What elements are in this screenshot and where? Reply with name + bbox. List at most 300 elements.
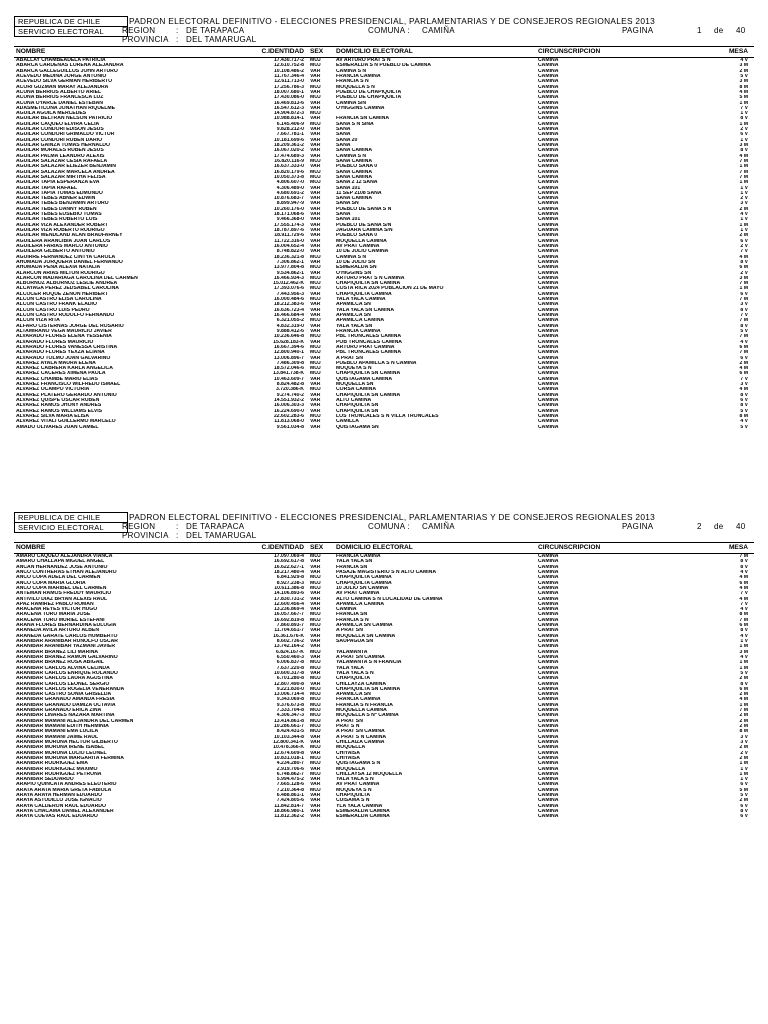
voter-address: CHAPIQUILTA [336,793,371,799]
voter-name: ARAYA CALDERON RAUL EDUARDO [16,803,106,809]
voter-id: 17.393.076-6 [273,286,304,292]
voter-circunscripcion: CAMIÑA [538,63,559,69]
voter-id: 9.274.740-2 [276,392,304,398]
voter-sex: MUJ [310,660,321,666]
voter-address: SAÑA 101 [336,217,361,223]
organization-country: REPUBLICA DE CHILE [18,513,101,522]
voter-sex: VAR [310,233,321,239]
voter-name: ACEVEDO SILVA GERMAN HERIBERTO [16,79,113,85]
voter-sex: VAR [310,307,321,313]
voter-circunscripcion: CAMIÑA [538,591,559,597]
voter-circunscripcion: CAMIÑA [538,697,559,703]
voter-id: 7.486.309-8 [276,360,304,366]
voter-address: FRANCIA CAMIÑA [336,697,381,703]
voter-mesa: 4 M [739,387,748,393]
voter-sex: VAR [310,739,321,745]
voter-address: FRANCIA SN [336,564,368,570]
comuna-label: COMUNA : [368,26,410,35]
voter-id: 10.260.176-0 [273,206,304,212]
voter-name: ALVAREZ CABRERA KARLA ANGELICA [16,366,113,372]
voter-id: 11.812.362-2 [274,814,304,820]
voter-circunscripcion: CAMIÑA [538,212,559,218]
voter-sex: MUJ [310,580,321,586]
voter-id: 6.321.055-2 [276,318,304,324]
voter-id: 9.343.069-8 [276,697,304,703]
voter-circunscripcion: CAMIÑA [538,254,559,260]
voter-sex: VAR [310,164,321,170]
voter-name: ARAYA CHACAMA DANIEL ALEXANDER [16,809,114,814]
voter-address: AV PRAT CAMIÑA [336,243,380,249]
voter-address: PUEBLO DE CHAPIQUILTA [336,89,402,95]
voter-address: CHAPIQUILTA SN CAMIÑA [336,392,401,398]
voter-mesa: 6 V [740,238,748,244]
voter-name: ARANIBAR RODRIGUEZ PETRONA [16,771,102,777]
organization-box [14,512,128,533]
voter-address: SAÑA CAMIÑA [336,174,373,180]
voter-sex: VAR [310,596,321,602]
voter-sex: VAR [310,339,321,345]
voter-name: AGUILAR VIZA ROBERTO RODRIGO [16,228,105,233]
voter-id: 7.210.364-8 [276,787,304,793]
voter-address: CORSA CAMIÑA [336,387,376,393]
voter-circunscripcion: CAMIÑA [538,787,559,793]
voter-sex: VAR [310,376,321,382]
voter-sex: MUJ [310,334,321,340]
voter-mesa: 7 M [739,169,748,175]
voter-sex: VAR [310,750,321,756]
voter-name: ANCO COPA ADELA DEL CARMEN [16,575,101,581]
voter-address: CAMIÑA S/N [336,100,367,106]
column-mesa: MESA [728,544,748,551]
voter-sex: MUJ [310,281,321,287]
voter-circunscripcion: CAMIÑA [538,724,559,729]
voter-id: 9.221.830-0 [276,686,304,692]
voter-sex: MUJ [310,686,321,692]
voter-address: CHAPIQUILTA SN CAMIÑA [336,686,401,692]
voter-address: PBL TRONCALES CAMIÑA [336,334,401,340]
voter-sex: MUJ [310,718,321,724]
voter-name: ALVAREZ OCAMPO VICTORIA [16,387,90,393]
voter-circunscripcion: CAMIÑA [538,419,559,425]
voter-id: 12.800.341-K [273,739,304,745]
voter-mesa: 1 M [739,286,748,292]
voter-address: MOQUELLA S N [336,84,375,90]
voter-address: MOQUEYA S N [336,366,372,372]
voter-sex: MUJ [310,692,321,698]
voter-name: ARANIBAR MORUNA MARGARITA FERMINA [16,755,124,761]
voter-sex: VAR [310,639,321,644]
voter-name: ALVARADO FLORES VANESSA CRISTINA [16,344,118,350]
voter-address: MOQUELLA SN [336,382,374,388]
region-label: REGION [122,26,156,35]
voter-sex: MUJ [310,254,321,260]
voter-name: ALCON CASTRO FRANK ELADIO [16,302,97,308]
voter-sex: VAR [310,644,321,650]
voter-name: ANCAN HERNANDEZ JOSE ANTONIO [16,564,108,570]
voter-circunscripcion: CAMIÑA [538,217,559,223]
voter-address: CHAPIQUILTA SN [336,408,379,414]
voter-sex: VAR [310,249,321,255]
voter-circunscripcion: CAMIÑA [538,238,559,244]
voter-sex: VAR [310,68,321,74]
voter-circunscripcion: CAMIÑA [538,371,559,377]
voter-sex: MUJ [310,612,321,618]
voter-address: PUEBLO SAÑA 0 [336,164,378,170]
voter-id: 7.860.893-7 [276,623,304,629]
voter-mesa: 4 V [740,58,748,63]
voter-mesa: 4 V [740,633,748,639]
voter-mesa: 5 V [740,408,748,414]
voter-name: AGUILAR SALAZAR MIRTHA FELISA [16,174,106,180]
voter-circunscripcion: CAMIÑA [538,713,559,719]
voter-mesa: 4 M [739,153,748,159]
voter-id: 17.555.174-3 [273,222,304,228]
voter-mesa: 7 M [739,174,748,180]
voter-sex: VAR [310,323,321,329]
voter-name: AGUILERA GILBERTO ANTONIO [16,249,95,255]
column-sex: SEX [310,544,324,551]
voter-circunscripcion: CAMIÑA [538,249,559,255]
voter-id: 5.994.475-2 [276,777,304,783]
voter-mesa: 8 V [740,148,748,154]
voter-id: 4.832.319-0 [276,323,304,329]
voter-sex: VAR [310,190,321,196]
voter-mesa: 6 V [740,132,748,138]
voter-id: 8.424.431-5 [276,729,304,735]
voter-name: APAZ RAMIREZ PABLO ROMAN [16,601,94,607]
voter-sex: VAR [310,153,321,159]
voter-address: QUISTAGAMA CAMIÑA [336,376,393,382]
voter-mesa: 8 M [739,729,748,735]
voter-sex: VAR [310,798,321,804]
voter-id: 17.474.689-3 [273,153,304,159]
pagina-de: de [714,26,724,35]
voter-sex: VAR [310,777,321,783]
voter-address: ESMERALDA CAMIÑA [336,809,390,814]
table-header [14,47,754,57]
voter-mesa: 8 V [740,307,748,313]
voter-circunscripcion: CAMIÑA [538,585,559,591]
voter-mesa: 2 V [740,270,748,276]
voter-id: 6.748.862-7 [276,771,304,777]
voter-id: 4.806.607-0 [276,180,304,186]
pagina-number: 1 [697,26,702,35]
voter-sex: MUJ [310,787,321,793]
voter-circunscripcion: CAMIÑA [538,649,559,655]
voter-circunscripcion: CAMIÑA [538,777,559,783]
voter-id: 10.236.646-8 [273,334,304,340]
organization-service: SERVICIO ELECTORAL [15,522,127,532]
voter-sex: MUJ [310,623,321,629]
comuna-value: CAMIÑA [422,26,455,35]
voter-mesa: 7 V [740,591,748,597]
voter-name: ARANIBAR GRANADO ERICA ZINA [16,708,102,714]
voter-address: MOQUELLA [336,745,366,751]
voter-address: CHAPIQUILTA CAMIÑA [336,575,392,581]
voter-id: 10.478.366-K [273,745,304,751]
voter-id: 8.899.947-9 [276,201,304,207]
voter-id: 16.006.303-3 [273,403,304,409]
voter-id: 18.236.321-8 [273,254,304,260]
voter-circunscripcion: CAMIÑA [538,398,559,403]
voter-address: 10 DE JULIO CAMIÑA [336,249,389,255]
voter-circunscripcion: CAMIÑA [538,169,559,175]
voter-name: AGUILAR MORALES RUBEN JESUS [16,148,104,154]
voter-circunscripcion: CAMIÑA [538,73,559,79]
voter-sex: VAR [310,291,321,297]
provincia-label: PROVINCIA [122,35,169,44]
voter-sex: MUJ [310,676,321,682]
voter-sex: MUJ [310,158,321,164]
voter-address: SAÑA CAMIÑA [336,169,373,175]
voter-name: ALVARADO FLORES MAURICIO [16,339,94,345]
voter-address: CHAPIQUILTA [336,676,371,682]
voter-address: QUISTAGAMA SN [336,424,379,430]
voter-id: 18.217.480-4 [273,569,304,575]
voter-circunscripcion: CAMIÑA [538,670,559,676]
voter-circunscripcion: CAMIÑA [538,275,559,281]
voter-circunscripcion: CAMIÑA [538,84,559,90]
voter-name: ARANIBAR MAMANI EMA LUCILA [16,729,99,735]
voter-id: 9.466.368-0 [276,217,304,223]
voter-mesa: 3 M [739,649,748,655]
voter-sex: VAR [310,100,321,106]
voter-address: SAÑA [336,132,351,138]
voter-mesa: 3 M [739,275,748,281]
voter-circunscripcion: CAMIÑA [538,702,559,708]
page-header [14,510,754,542]
voter-name: ARANIBAR LINARES NAZARA MARTINA [16,713,115,719]
voter-address: YALA YALA SN [336,323,373,329]
voter-name: ARANIBAR ARANIBAR RUNOLFO OSCAR [16,639,118,644]
voter-sex: VAR [310,127,321,133]
voter-name: AGUILAR BELTRAN NELSON PATRICIO [16,116,113,122]
voter-sex: VAR [310,591,321,597]
voter-address: 10 DE JULIO SN [336,259,376,265]
voter-address: CAMILLA [336,419,359,425]
voter-address: SAÑA 101 [336,185,361,191]
voter-id: 6.701.280-8 [276,676,304,682]
region-colon: : [176,26,179,35]
voter-address: A PRAT SN [336,628,363,634]
voter-id: 9.828.212-0 [276,127,304,133]
voter-id: 7.443.956-3 [276,291,304,297]
table-row [14,425,754,430]
voter-name: AMADO OLIVARES JUAN CAMIEL [16,424,99,430]
voter-circunscripcion: CAMIÑA [538,291,559,297]
voter-sex: VAR [310,803,321,809]
voter-mesa: 8 V [740,116,748,122]
voter-id: 10.108.486-2 [273,68,304,74]
voter-id: 18.209.361-2 [273,143,304,148]
voter-mesa: 4 V [740,339,748,345]
voter-address: FRANCIA CAMIÑA [336,554,381,559]
voter-name: ARANEDA AVILA ARTURO ALBEN [16,628,100,634]
voter-mesa: 6 M [739,371,748,377]
voter-name: ABARCA CARDENAS LORENA ALEJANDRA [16,63,124,69]
voter-address: ARTURO PRAT S N CAMIÑA [336,275,405,281]
voter-sex: MUJ [310,708,321,714]
voter-address: AV PRAT CAMIÑA [336,591,380,597]
voter-id: 9.534.862-1 [276,270,304,276]
voter-address: PUEBLO DE SAÑA S N [336,206,392,212]
voter-name: AGUILAR GAINZA TOMAS HERNALDO [16,143,110,148]
voter-id: 7.306.862-1 [276,259,304,265]
voter-name: ACUÑA BERRIOS ALBERTO ARIEL [16,89,102,95]
voter-circunscripcion: CAMIÑA [538,100,559,106]
voter-id: 13.977.804-8 [273,265,304,271]
voter-mesa: 6 V [740,355,748,361]
voter-sex: VAR [310,222,321,228]
voter-name: ARAPIO QUINCATA ANDRES ELEUTERIO [16,782,117,788]
voter-address: CAMIÑA S N [336,153,367,159]
voter-address: A PRAT SN CAMIÑA [336,729,385,735]
voter-name: ARANIBAR CARLOS ROGELIA VENERANDA [16,686,125,692]
voter-id: 18.007.680-1 [273,89,304,95]
voter-name: ARANIBAR MORUNA LUCIO LEONEL [16,750,107,756]
voter-name: ALVAREZ RAMOS JHONY ANDRES [16,403,102,409]
voter-name: AGUILAR CONDORI EDISON JESUS [16,127,104,133]
voter-table [14,554,754,820]
voter-id: 10.181.699-6 [273,137,304,143]
voter-mesa: 2 V [740,243,748,249]
voter-address: SAÑA SN [336,201,359,207]
voter-address: SAÑA 20 [336,137,358,143]
voter-circunscripcion: CAMIÑA [538,206,559,212]
voter-circunscripcion: CAMIÑA [538,601,559,607]
voter-name: ARANIBAR MAMANI JAIME RAUL [16,734,99,740]
voter-name: AGUILERA FARIAS MARCO ANTONIO [16,243,108,249]
voter-mesa: 2 M [739,206,748,212]
voter-mesa: 4 V [740,569,748,575]
organization-service: SERVICIO ELECTORAL [15,26,127,36]
voter-sex: MUJ [310,745,321,751]
voter-mesa: 8 V [740,259,748,265]
voter-mesa: 1 V [740,766,748,772]
voter-circunscripcion: CAMIÑA [538,564,559,570]
voter-sex: MUJ [310,702,321,708]
voter-circunscripcion: CAMIÑA [538,286,559,292]
voter-circunscripcion: CAMIÑA [538,814,559,820]
voter-address: MOQUELLA CAMIÑA [336,238,387,244]
voter-id: 16.067.020-2 [273,148,304,154]
voter-id: 16.057.667-7 [273,612,304,618]
voter-address: O'HIGGINS SN [336,270,372,276]
voter-name: AGUILAR PALMA LEANDRO ALEXIS [16,153,105,159]
organization-country: REPUBLICA DE CHILE [18,17,101,26]
voter-address: CHAPIQUILTA CAMIÑA [336,580,392,586]
voter-address: APAMILCA CAMIÑA [336,318,385,324]
voter-mesa: 8 V [740,681,748,687]
voter-circunscripcion: CAMIÑA [538,360,559,366]
voter-address: QUISTAGAMA S N [336,761,381,767]
voter-sex: VAR [310,419,321,425]
voter-mesa: 4 M [739,575,748,581]
voter-name: ARACENA TORO MURIEL ESTEFANI [16,617,105,623]
voter-id: 11.722.316-0 [274,238,304,244]
voter-id: 10.988.814-1 [273,116,304,122]
voter-sex: VAR [310,228,321,233]
provincia-value: DEL TAMARUGAL [186,531,257,540]
voter-name: ALCON CASTRO LUIS PEDRO [16,307,90,313]
voter-name: ANTIVILO DIAZ BRYAN ALEXIS RAUL [16,596,108,602]
voter-address: APAMILCA SN [336,302,371,308]
voter-id: 10.103.344-8 [273,734,304,740]
voter-name: ARANIBAR MAMANI EDITH HERMINIA [16,724,109,729]
voter-name: ARAYA ARAYA HERMAN EDUARDO [16,793,103,799]
pagina-number: 2 [697,522,702,531]
column-domicilio: DOMICILIO ELECTORAL [336,48,413,55]
voter-sex: VAR [310,212,321,218]
page-header [14,14,754,46]
voter-circunscripcion: CAMIÑA [538,259,559,265]
voter-name: ALCAYAGA PEREZ JEDSABEL CAROLINA [16,286,119,292]
voter-circunscripcion: CAMIÑA [538,734,559,740]
voter-id: 8.748.822-0 [276,249,304,255]
voter-address: PRAT S N [336,724,360,729]
voter-circunscripcion: CAMIÑA [538,729,559,735]
voter-id: 15.628.183-K [273,339,304,345]
voter-id: 16.667.394-6 [273,344,304,350]
voter-id: 16.000.484-6 [273,297,304,303]
voter-sex: VAR [310,814,321,820]
voter-address: SAÑA [336,143,351,148]
voter-mesa: 1 V [740,639,748,644]
voter-sex: VAR [310,392,321,398]
voter-name: ARANIBAR CASTRO SONIA GRISELDA [16,692,112,698]
voter-mesa: 7 M [739,281,748,287]
voter-id: 8.824.482-8 [276,382,304,388]
voter-sex: VAR [310,302,321,308]
voter-mesa: 3 M [739,63,748,69]
voter-circunscripcion: CAMIÑA [538,793,559,799]
voter-name: ALVAREZ AYALA MAURA ELENA [16,360,96,366]
voter-id: 12.610.752-8 [273,63,304,69]
voter-sex: MUJ [310,771,321,777]
voter-address: FRANCIA S N FRANCIA [336,702,393,708]
voter-mesa: 1 V [740,185,748,191]
voter-address: CAMIÑA S N [336,68,367,74]
voter-mesa: 1 M [739,702,748,708]
voter-mesa: 1 V [740,217,748,223]
voter-name: AGUILA AGUILA MERCEDES [16,111,87,117]
voter-address: A PRAT SN [336,355,363,361]
voter-mesa: 7 M [739,318,748,324]
voter-circunscripcion: CAMIÑA [538,201,559,207]
column-sex: SEX [310,48,324,55]
voter-address: YALA YALA [336,665,364,671]
voter-mesa: 8 V [740,392,748,398]
voter-name: AGUILAR TEBES DANNY RUBEN [16,206,97,212]
voter-id: 6.006.837-8 [276,660,304,666]
voter-name: ARANIBAR GRANADO AMANDA FRESIA [16,697,115,703]
voter-circunscripcion: CAMIÑA [538,158,559,164]
voter-sex: VAR [310,196,321,202]
voter-circunscripcion: CAMIÑA [538,569,559,575]
voter-id: 11.704.651-7 [274,628,304,634]
voter-address: SAÑA [336,212,351,218]
voter-sex: MUJ [310,729,321,735]
voter-id: 14.106.893-6 [273,591,304,597]
voter-circunscripcion: CAMIÑA [538,639,559,644]
voter-circunscripcion: CAMIÑA [538,243,559,249]
voter-circunscripcion: CAMIÑA [538,654,559,660]
voter-address: MOQUELLA SN CAMIÑA [336,633,396,639]
column-domicilio: DOMICILIO ELECTORAL [336,544,413,551]
column-mesa: MESA [728,48,748,55]
voter-id: 6.488.861-1 [276,793,304,799]
voter-sex: MUJ [310,413,321,419]
